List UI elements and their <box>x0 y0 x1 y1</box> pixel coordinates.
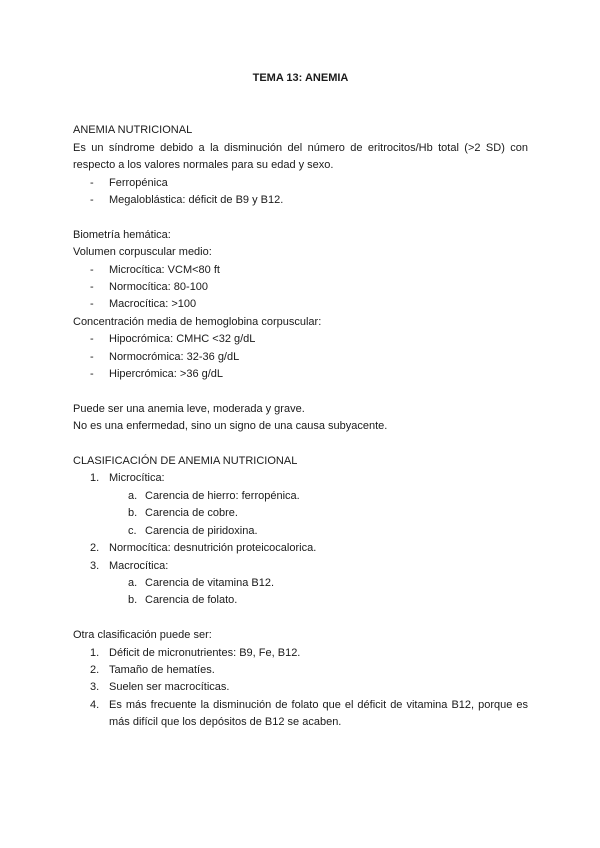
item-text: Carencia de hierro: ferropénica. <box>145 489 300 502</box>
list-item <box>73 470 528 487</box>
anemia-types-list <box>73 175 528 210</box>
list-item: - Normocrómica: 32-36 g/dL <box>73 349 528 366</box>
list-item <box>73 662 528 679</box>
item-letter: b. <box>128 507 138 520</box>
item-letter: c. <box>128 524 137 537</box>
list-item <box>73 505 528 522</box>
list-item <box>73 645 528 662</box>
list-item <box>73 558 528 575</box>
list-item: - Ferropénica <box>73 175 528 192</box>
list-item: - Microcítica: VCM<80 ft <box>73 262 528 279</box>
list-item <box>73 697 528 732</box>
item-number: 3. <box>90 559 100 572</box>
section-heading-clasificacion: CLASIFICACIÓN DE ANEMIA NUTRICIONAL <box>73 455 298 468</box>
subheading-chcm: Concentración media de hemoglobina corpuscular: <box>73 315 322 328</box>
item-text: Normocítica: desnutrición proteicocalorica. <box>109 542 317 555</box>
item-text: Microcítica: <box>109 472 165 485</box>
section-heading-otra-clasificacion: Otra clasificación puede ser: <box>73 629 212 642</box>
item-text: Macrocítica: <box>109 559 169 572</box>
macrocitica-sublist <box>73 575 528 610</box>
list-item <box>73 679 528 696</box>
list-item: - Hipocrómica: CMHC <32 g/dL <box>73 331 528 348</box>
item-text: Déficit de micronutrientes: B9, Fe, B12. <box>109 646 301 659</box>
list-item <box>73 592 528 609</box>
item-letter: a. <box>128 489 138 502</box>
item-letter: b. <box>128 594 138 607</box>
item-number: 4. <box>90 698 100 711</box>
section-heading-anemia-nutricional: ANEMIA NUTRICIONAL <box>73 124 193 137</box>
list-item: - Normocítica: 80-100 <box>73 279 528 296</box>
item-number: 2. <box>90 542 100 555</box>
item-text: Carencia de cobre. <box>145 507 238 520</box>
item-number: 2. <box>90 663 100 676</box>
item-text: Carencia de piridoxina. <box>145 524 258 537</box>
section-heading-biometria: Biometría hemática: <box>73 228 171 241</box>
chcm-list <box>73 331 528 383</box>
subheading-vcm: Volumen corpuscular medio: <box>73 246 212 259</box>
list-item <box>73 575 528 592</box>
definition-paragraph: Es un síndrome debido a la disminución del número de eritrocitos/Hb total (>2 SD) con respecto a los valores normales para su edad y sexo. <box>73 141 528 172</box>
item-number: 1. <box>90 646 100 659</box>
item-text: Carencia de folato. <box>145 594 238 607</box>
item-text: Tamaño de hematíes. <box>109 663 215 676</box>
document-page <box>73 70 528 732</box>
item-letter: a. <box>128 576 138 589</box>
vcm-list <box>73 262 528 314</box>
list-item <box>73 540 528 557</box>
list-item: - Hipercrómica: >36 g/dL <box>73 366 528 383</box>
item-text: Carencia de vitamina B12. <box>145 576 275 589</box>
other-classification-list <box>73 645 528 732</box>
document-title: TEMA 13: ANEMIA <box>252 72 349 84</box>
list-item <box>73 488 528 505</box>
sign-line: No es una enfermedad, sino un signo de una causa subyacente. <box>73 420 388 433</box>
list-item <box>73 523 528 540</box>
item-text: Es más frecuente la disminución de folato que el déficit de vitamina B12, porque es más difícil que los depósitos de B12 se acaben. <box>109 698 528 729</box>
classification-list <box>73 470 528 487</box>
item-text: Suelen ser macrocíticas. <box>109 681 230 694</box>
list-item: - Macrocítica: >100 <box>73 296 528 313</box>
list-item: - Megaloblástica: déficit de B9 y B12. <box>73 192 528 209</box>
severity-line: Puede ser una anemia leve, moderada y grave. <box>73 402 305 415</box>
item-number: 1. <box>90 472 100 485</box>
item-number: 3. <box>90 681 100 694</box>
microcitica-sublist <box>73 488 528 540</box>
